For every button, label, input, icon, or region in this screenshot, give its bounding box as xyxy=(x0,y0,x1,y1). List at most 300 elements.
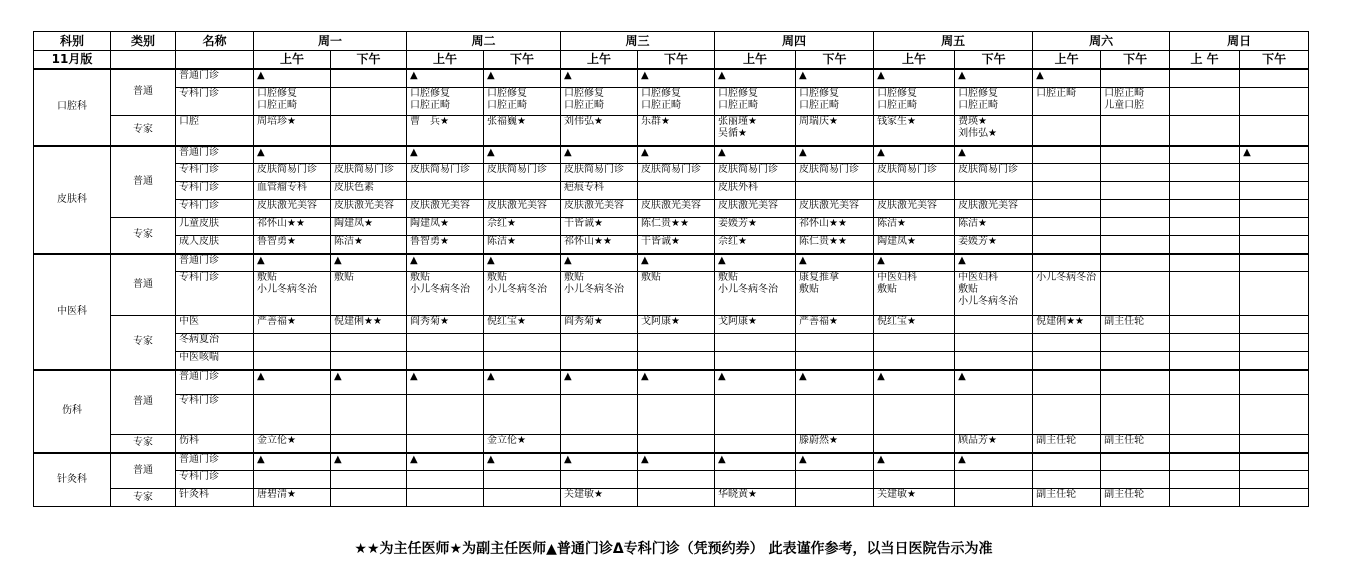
schedule-slot-cell xyxy=(1170,471,1240,489)
schedule-slot-cell: 皮肤色素 xyxy=(331,182,407,200)
schedule-slot-cell: 倪建俐★★ xyxy=(331,316,407,334)
schedule-slot-cell: ▲ xyxy=(796,254,874,272)
schedule-slot-cell xyxy=(1240,272,1309,316)
schedule-row xyxy=(34,116,1309,146)
schedule-row xyxy=(34,69,1309,88)
schedule-slot-cell: 干皆诚★ xyxy=(561,218,638,236)
schedule-slot-cell xyxy=(1170,272,1240,316)
schedule-slot-cell: 口腔修复 口腔正畸 xyxy=(484,88,561,116)
schedule-slot-cell xyxy=(254,395,331,435)
schedule-slot-cell xyxy=(1240,334,1309,352)
schedule-slot-cell: ▲ xyxy=(561,69,638,88)
schedule-slot-cell: ▲ xyxy=(715,453,796,471)
schedule-slot-cell: 滕蔚然★ xyxy=(796,435,874,453)
schedule-slot-cell xyxy=(1101,272,1170,316)
schedule-slot-cell: 姜媛芳★ xyxy=(955,236,1033,254)
header-category: 类别 xyxy=(111,32,176,51)
schedule-slot-cell: ▲ xyxy=(874,453,955,471)
clinic-name-cell: 中医 xyxy=(176,316,254,334)
schedule-slot-cell: 费瑛★ 刘伟弘★ xyxy=(955,116,1033,146)
schedule-slot-cell xyxy=(955,352,1033,370)
schedule-slot-cell: 疤痕专科 xyxy=(561,182,638,200)
schedule-slot-cell: 陶建凤★ xyxy=(874,236,955,254)
clinic-name-cell: 普通门诊 xyxy=(176,254,254,272)
schedule-slot-cell: 皮肤激光美容 xyxy=(955,200,1033,218)
schedule-slot-cell xyxy=(1101,182,1170,200)
schedule-slot-cell xyxy=(331,88,407,116)
schedule-row xyxy=(34,164,1309,182)
schedule-slot-cell: 副主任轮 xyxy=(1101,489,1170,507)
schedule-slot-cell xyxy=(1240,254,1309,272)
schedule-slot-cell xyxy=(561,334,638,352)
schedule-slot-cell: ▲ xyxy=(484,453,561,471)
schedule-slot-cell xyxy=(1240,352,1309,370)
schedule-slot-cell: 皮肤简易门诊 xyxy=(715,164,796,182)
schedule-slot-cell xyxy=(331,116,407,146)
schedule-slot-cell: 副主任轮 xyxy=(1033,489,1101,507)
header-row-days xyxy=(34,32,1309,51)
schedule-row xyxy=(34,200,1309,218)
schedule-slot-cell xyxy=(955,471,1033,489)
schedule-slot-cell xyxy=(955,334,1033,352)
schedule-slot-cell xyxy=(796,334,874,352)
schedule-slot-cell: 顾品芳★ xyxy=(955,435,1033,453)
schedule-slot-cell xyxy=(796,471,874,489)
schedule-slot-cell: 皮肤简易门诊 xyxy=(638,164,715,182)
schedule-slot-cell: 严善福★ xyxy=(796,316,874,334)
header-pm: 下午 xyxy=(1101,51,1170,69)
schedule-slot-cell: 副主任轮 xyxy=(1033,435,1101,453)
schedule-slot-cell xyxy=(1170,316,1240,334)
schedule-slot-cell: 戈阿康★ xyxy=(715,316,796,334)
schedule-slot-cell: 干皆诚★ xyxy=(638,236,715,254)
clinic-name-cell: 专科门诊 xyxy=(176,395,254,435)
header-am: 上午 xyxy=(407,51,484,69)
schedule-slot-cell: ▲ xyxy=(561,146,638,164)
schedule-slot-cell: 祁怀山★★ xyxy=(254,218,331,236)
clinic-name-cell: 儿童皮肤 xyxy=(176,218,254,236)
schedule-slot-cell: 口腔修复 口腔正畸 xyxy=(638,88,715,116)
schedule-slot-cell: ▲ xyxy=(715,146,796,164)
schedule-slot-cell xyxy=(874,435,955,453)
schedule-slot-cell: ▲ xyxy=(331,453,407,471)
category-cell: 专家 xyxy=(111,316,176,370)
schedule-slot-cell xyxy=(1240,200,1309,218)
schedule-slot-cell: 皮肤简易门诊 xyxy=(331,164,407,182)
header-day-mon: 周一 xyxy=(254,32,407,51)
schedule-slot-cell: 陈仁贵★★ xyxy=(796,236,874,254)
schedule-slot-cell: 倪红宝★ xyxy=(874,316,955,334)
schedule-slot-cell: 祁怀山★★ xyxy=(561,236,638,254)
dept-cell: 中医科 xyxy=(34,254,111,370)
schedule-slot-cell: 皮肤激光美容 xyxy=(254,200,331,218)
schedule-slot-cell: 口腔修复 口腔正畸 xyxy=(874,88,955,116)
header-pm: 下午 xyxy=(796,51,874,69)
schedule-row xyxy=(34,453,1309,471)
schedule-slot-cell xyxy=(407,435,484,453)
header-day-thu: 周四 xyxy=(715,32,874,51)
schedule-slot-cell xyxy=(1170,182,1240,200)
header-name: 名称 xyxy=(176,32,254,51)
schedule-slot-cell xyxy=(484,471,561,489)
schedule-slot-cell xyxy=(1170,489,1240,507)
schedule-slot-cell: 曹 兵★ xyxy=(407,116,484,146)
schedule-slot-cell xyxy=(1170,254,1240,272)
schedule-slot-cell xyxy=(1101,254,1170,272)
schedule-slot-cell: 皮肤简易门诊 xyxy=(484,164,561,182)
schedule-slot-cell xyxy=(1240,395,1309,435)
schedule-slot-cell xyxy=(1240,236,1309,254)
schedule-slot-cell: 皮肤简易门诊 xyxy=(254,164,331,182)
schedule-slot-cell: 中医妇科 敷贴 xyxy=(874,272,955,316)
schedule-slot-cell xyxy=(1033,116,1101,146)
schedule-slot-cell xyxy=(1240,435,1309,453)
schedule-slot-cell xyxy=(1101,164,1170,182)
schedule-slot-cell: 钱家生★ xyxy=(874,116,955,146)
schedule-row xyxy=(34,352,1309,370)
schedule-slot-cell xyxy=(1240,316,1309,334)
schedule-slot-cell: ▲ xyxy=(796,69,874,88)
schedule-slot-cell: 口腔修复 口腔正畸 xyxy=(407,88,484,116)
schedule-slot-cell: ▲ xyxy=(638,370,715,395)
clinic-name-cell: 专科门诊 xyxy=(176,471,254,489)
schedule-slot-cell xyxy=(1033,334,1101,352)
schedule-slot-cell: 金立伦★ xyxy=(484,435,561,453)
schedule-slot-cell: ▲ xyxy=(484,69,561,88)
schedule-slot-cell xyxy=(254,352,331,370)
schedule-slot-cell xyxy=(407,489,484,507)
schedule-slot-cell xyxy=(1170,370,1240,395)
schedule-slot-cell xyxy=(1240,370,1309,395)
dept-cell: 口腔科 xyxy=(34,69,111,146)
schedule-slot-cell xyxy=(1170,435,1240,453)
schedule-slot-cell xyxy=(955,316,1033,334)
schedule-slot-cell: ▲ xyxy=(1240,146,1309,164)
schedule-slot-cell xyxy=(484,182,561,200)
schedule-slot-cell xyxy=(331,69,407,88)
clinic-name-cell: 专科门诊 xyxy=(176,272,254,316)
header-day-fri: 周五 xyxy=(874,32,1033,51)
schedule-slot-cell xyxy=(1033,352,1101,370)
category-cell: 专家 xyxy=(111,489,176,507)
schedule-slot-cell: ▲ xyxy=(407,370,484,395)
header-am: 上 午 xyxy=(1170,51,1240,69)
clinic-name-cell: 口腔 xyxy=(176,116,254,146)
category-cell: 普通 xyxy=(111,69,176,116)
schedule-slot-cell: 乐群★ xyxy=(638,116,715,146)
schedule-slot-cell: 陈洁★ xyxy=(874,218,955,236)
schedule-slot-cell xyxy=(638,489,715,507)
schedule-row xyxy=(34,272,1309,316)
header-am: 上午 xyxy=(1033,51,1101,69)
schedule-slot-cell: ▲ xyxy=(638,254,715,272)
schedule-slot-cell: 敷贴 xyxy=(638,272,715,316)
schedule-slot-cell xyxy=(1033,453,1101,471)
schedule-slot-cell: ▲ xyxy=(874,370,955,395)
schedule-slot-cell: ▲ xyxy=(796,370,874,395)
schedule-slot-cell: 关建敏★ xyxy=(874,489,955,507)
schedule-slot-cell xyxy=(561,352,638,370)
schedule-slot-cell xyxy=(484,489,561,507)
schedule-slot-cell: 中医妇科 敷贴 小儿冬病冬治 xyxy=(955,272,1033,316)
schedule-row xyxy=(34,471,1309,489)
schedule-slot-cell xyxy=(254,471,331,489)
schedule-slot-cell xyxy=(1240,218,1309,236)
category-cell: 普通 xyxy=(111,453,176,489)
schedule-slot-cell: ▲ xyxy=(561,254,638,272)
schedule-slot-cell: 康复推拿 敷贴 xyxy=(796,272,874,316)
schedule-slot-cell: 皮肤激光美容 xyxy=(874,200,955,218)
schedule-slot-cell xyxy=(1170,88,1240,116)
schedule-slot-cell: 佘红★ xyxy=(484,218,561,236)
schedule-slot-cell: ▲ xyxy=(796,146,874,164)
schedule-slot-cell: 皮肤简易门诊 xyxy=(796,164,874,182)
schedule-slot-cell xyxy=(874,352,955,370)
dept-cell: 伤科 xyxy=(34,370,111,453)
schedule-slot-cell: 刘伟弘★ xyxy=(561,116,638,146)
schedule-slot-cell xyxy=(955,182,1033,200)
schedule-slot-cell xyxy=(1033,254,1101,272)
schedule-slot-cell: 皮肤激光美容 xyxy=(331,200,407,218)
schedule-slot-cell xyxy=(638,352,715,370)
header-day-wed: 周三 xyxy=(561,32,715,51)
header-pm: 下午 xyxy=(1240,51,1309,69)
schedule-slot-cell xyxy=(1033,146,1101,164)
schedule-slot-cell: 佘红★ xyxy=(715,236,796,254)
schedule-slot-cell xyxy=(1240,182,1309,200)
schedule-slot-cell xyxy=(796,489,874,507)
schedule-slot-cell xyxy=(1101,453,1170,471)
schedule-slot-cell: 严善福★ xyxy=(254,316,331,334)
schedule-slot-cell: 口腔修复 口腔正畸 xyxy=(955,88,1033,116)
schedule-slot-cell: 张丽瑾★ 吴循★ xyxy=(715,116,796,146)
schedule-slot-cell xyxy=(1101,218,1170,236)
schedule-slot-cell xyxy=(1033,471,1101,489)
schedule-slot-cell xyxy=(1170,453,1240,471)
schedule-slot-cell: ▲ xyxy=(254,370,331,395)
schedule-slot-cell: ▲ xyxy=(484,146,561,164)
schedule-slot-cell xyxy=(955,489,1033,507)
schedule-slot-cell xyxy=(1101,236,1170,254)
header-am: 上午 xyxy=(561,51,638,69)
schedule-slot-cell xyxy=(1101,471,1170,489)
schedule-slot-cell: 皮肤激光美容 xyxy=(796,200,874,218)
schedule-slot-cell xyxy=(715,352,796,370)
schedule-slot-cell xyxy=(796,352,874,370)
schedule-slot-cell xyxy=(638,395,715,435)
schedule-slot-cell: 倪建俐★★ xyxy=(1033,316,1101,334)
dept-cell: 皮肤科 xyxy=(34,146,111,254)
schedule-slot-cell xyxy=(561,395,638,435)
schedule-slot-cell: 陈洁★ xyxy=(484,236,561,254)
category-cell: 普通 xyxy=(111,254,176,316)
category-cell: 专家 xyxy=(111,435,176,453)
schedule-slot-cell: ▲ xyxy=(955,453,1033,471)
schedule-slot-cell: 皮肤激光美容 xyxy=(561,200,638,218)
schedule-slot-cell xyxy=(1240,489,1309,507)
schedule-slot-cell: ▲ xyxy=(638,69,715,88)
header-am: 上午 xyxy=(715,51,796,69)
schedule-slot-cell xyxy=(796,395,874,435)
schedule-slot-cell: 敷贴 xyxy=(331,272,407,316)
schedule-slot-cell: 皮肤简易门诊 xyxy=(955,164,1033,182)
schedule-slot-cell: ▲ xyxy=(715,69,796,88)
schedule-slot-cell: ▲ xyxy=(254,69,331,88)
schedule-slot-cell xyxy=(1170,218,1240,236)
schedule-slot-cell: 敷贴 小儿冬病冬治 xyxy=(561,272,638,316)
clinic-name-cell: 专科门诊 xyxy=(176,200,254,218)
schedule-slot-cell xyxy=(715,435,796,453)
schedule-slot-cell: 敷贴 小儿冬病冬治 xyxy=(484,272,561,316)
schedule-slot-cell xyxy=(1033,218,1101,236)
schedule-slot-cell: 皮肤激光美容 xyxy=(638,200,715,218)
header-am: 上午 xyxy=(254,51,331,69)
schedule-slot-cell: ▲ xyxy=(796,453,874,471)
header-pm: 下午 xyxy=(331,51,407,69)
schedule-row xyxy=(34,218,1309,236)
schedule-slot-cell xyxy=(1170,200,1240,218)
schedule-slot-cell xyxy=(796,182,874,200)
schedule-slot-cell xyxy=(407,182,484,200)
schedule-slot-cell xyxy=(1033,236,1101,254)
schedule-slot-cell: ▲ xyxy=(407,146,484,164)
clinic-name-cell: 冬病夏治 xyxy=(176,334,254,352)
schedule-slot-cell xyxy=(407,471,484,489)
schedule-slot-cell xyxy=(1240,164,1309,182)
schedule-slot-cell: 陶建凤★ xyxy=(407,218,484,236)
schedule-slot-cell xyxy=(715,471,796,489)
clinic-name-cell: 普通门诊 xyxy=(176,146,254,164)
schedule-slot-cell: 皮肤激光美容 xyxy=(407,200,484,218)
schedule-slot-cell xyxy=(1101,370,1170,395)
header-pm: 下午 xyxy=(955,51,1033,69)
schedule-slot-cell: ▲ xyxy=(561,453,638,471)
category-cell: 普通 xyxy=(111,370,176,435)
schedule-slot-cell: ▲ xyxy=(254,453,331,471)
schedule-slot-cell: 副主任轮 xyxy=(1101,435,1170,453)
schedule-row xyxy=(34,334,1309,352)
schedule-slot-cell: 口腔正畸 xyxy=(1033,88,1101,116)
clinic-name-cell: 专科门诊 xyxy=(176,164,254,182)
schedule-slot-cell xyxy=(638,334,715,352)
schedule-slot-cell: 敷贴 小儿冬病冬治 xyxy=(715,272,796,316)
schedule-slot-cell: 唐碧清★ xyxy=(254,489,331,507)
schedule-slot-cell: ▲ xyxy=(561,370,638,395)
schedule-slot-cell xyxy=(1101,352,1170,370)
schedule-slot-cell xyxy=(715,395,796,435)
schedule-slot-cell: ▲ xyxy=(955,370,1033,395)
schedule-row xyxy=(34,489,1309,507)
schedule-slot-cell: 副主任轮 xyxy=(1101,316,1170,334)
schedule-slot-cell xyxy=(715,334,796,352)
schedule-slot-cell xyxy=(1170,352,1240,370)
schedule-slot-cell xyxy=(638,471,715,489)
schedule-slot-cell xyxy=(1170,164,1240,182)
schedule-slot-cell: 敷贴 小儿冬病冬治 xyxy=(407,272,484,316)
schedule-slot-cell xyxy=(1170,395,1240,435)
schedule-slot-cell xyxy=(1240,471,1309,489)
schedule-slot-cell: ▲ xyxy=(638,453,715,471)
schedule-slot-cell: 口腔正畸 儿童口腔 xyxy=(1101,88,1170,116)
schedule-slot-cell: 口腔修复 口腔正畸 xyxy=(715,88,796,116)
clinic-name-cell: 中医咳喘 xyxy=(176,352,254,370)
schedule-slot-cell xyxy=(407,395,484,435)
schedule-slot-cell xyxy=(254,334,331,352)
schedule-row xyxy=(34,182,1309,200)
schedule-slot-cell: ▲ xyxy=(254,146,331,164)
schedule-slot-cell: 皮肤外科 xyxy=(715,182,796,200)
schedule-slot-cell: ▲ xyxy=(874,146,955,164)
schedule-slot-cell xyxy=(1033,164,1101,182)
schedule-slot-cell: 皮肤简易门诊 xyxy=(561,164,638,182)
schedule-slot-cell: ▲ xyxy=(484,254,561,272)
schedule-slot-cell: 血管瘤专科 xyxy=(254,182,331,200)
schedule-slot-cell: ▲ xyxy=(407,453,484,471)
schedule-slot-cell: ▲ xyxy=(1033,69,1101,88)
schedule-slot-cell: ▲ xyxy=(715,370,796,395)
schedule-slot-cell xyxy=(1240,69,1309,88)
schedule-slot-cell xyxy=(1101,69,1170,88)
schedule-slot-cell xyxy=(1170,334,1240,352)
footer-legend: ★★为主任医师★为副主任医师▲普通门诊Δ专科门诊（凭预约券） 此表谨作参考，以当日医院告示为准 xyxy=(354,541,993,557)
clinic-name-cell: 普通门诊 xyxy=(176,69,254,88)
schedule-slot-cell xyxy=(1101,116,1170,146)
schedule-slot-cell xyxy=(1101,395,1170,435)
schedule-slot-cell xyxy=(1101,334,1170,352)
schedule-slot-cell: ▲ xyxy=(407,69,484,88)
schedule-slot-cell xyxy=(1240,88,1309,116)
schedule-slot-cell: ▲ xyxy=(484,370,561,395)
schedule-slot-cell: 皮肤简易门诊 xyxy=(407,164,484,182)
schedule-table xyxy=(33,31,1309,507)
clinic-name-cell: 伤科 xyxy=(176,435,254,453)
schedule-slot-cell xyxy=(1240,453,1309,471)
schedule-slot-cell xyxy=(331,146,407,164)
header-dept: 科别 xyxy=(34,32,111,51)
schedule-slot-cell: ▲ xyxy=(955,254,1033,272)
schedule-slot-cell xyxy=(874,182,955,200)
schedule-slot-cell xyxy=(407,352,484,370)
schedule-slot-cell xyxy=(561,435,638,453)
schedule-slot-cell xyxy=(331,471,407,489)
header-day-sun: 周日 xyxy=(1170,32,1309,51)
schedule-slot-cell: 鲁智勇★ xyxy=(407,236,484,254)
schedule-slot-cell xyxy=(638,435,715,453)
schedule-slot-cell xyxy=(331,352,407,370)
header-day-tue: 周二 xyxy=(407,32,561,51)
schedule-slot-cell xyxy=(1033,200,1101,218)
schedule-row xyxy=(34,316,1309,334)
schedule-slot-cell: 口腔修复 口腔正畸 xyxy=(796,88,874,116)
schedule-slot-cell: ▲ xyxy=(955,146,1033,164)
schedule-row xyxy=(34,88,1309,116)
schedule-slot-cell xyxy=(407,334,484,352)
schedule-slot-cell xyxy=(874,471,955,489)
schedule-slot-cell: 陈仁贵★★ xyxy=(638,218,715,236)
schedule-slot-cell: 祁怀山★★ xyxy=(796,218,874,236)
schedule-slot-cell xyxy=(955,395,1033,435)
schedule-slot-cell: 鲁智勇★ xyxy=(254,236,331,254)
dept-cell: 针灸科 xyxy=(34,453,111,507)
schedule-slot-cell xyxy=(484,352,561,370)
header-pm: 下午 xyxy=(638,51,715,69)
schedule-slot-cell: 阎秀菊★ xyxy=(407,316,484,334)
header-day-sat: 周六 xyxy=(1033,32,1170,51)
schedule-slot-cell: 周瑞庆★ xyxy=(796,116,874,146)
clinic-name-cell: 普通门诊 xyxy=(176,370,254,395)
schedule-slot-cell: ▲ xyxy=(874,69,955,88)
schedule-slot-cell xyxy=(1101,200,1170,218)
